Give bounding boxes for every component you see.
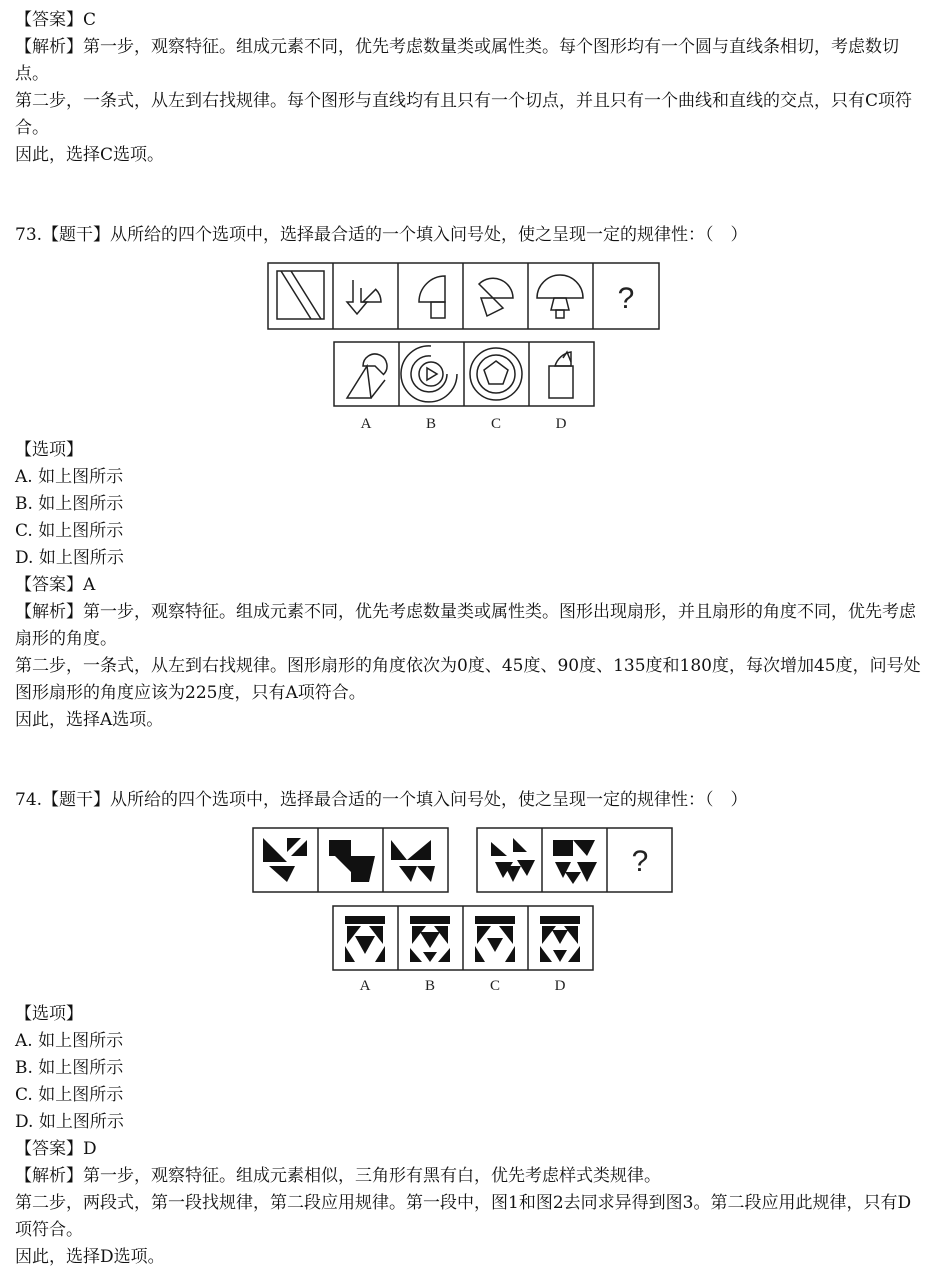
q74-figure — [251, 826, 675, 998]
q73-conclusion: 因此，选择A选项。 — [15, 710, 164, 730]
q74-answer: 【答案】D — [15, 1139, 97, 1159]
q73-fig-2 — [347, 280, 381, 314]
q74-option-d: D. 如上图所示 — [15, 1112, 124, 1132]
q74-option-b-figure — [410, 916, 450, 962]
q74-option-b: B. 如上图所示 — [15, 1058, 124, 1078]
q73-fig-4 — [479, 278, 513, 316]
q73-analysis-2: 第二步，一条式，从左到右找规律。图形扇形的角度依次为0度、45度、90度、135度和180度，每次增加45度，问号处图形扇形的角度应该为225度，只有A项符合。 — [15, 656, 921, 703]
q74-options-header: 【选项】 — [15, 1004, 83, 1024]
q74-option-d-label: D — [554, 978, 566, 994]
q73-fig-1 — [277, 271, 324, 319]
q73-option-d-figure — [549, 352, 573, 398]
q74-option-c: C. 如上图所示 — [15, 1085, 124, 1105]
q73-analysis-1: 【解析】第一步，观察特征。组成元素不同，优先考虑数量类或属性类。图形出现扇形，并且扇形的角度不同，优先考虑扇形的角度。 — [15, 602, 916, 649]
q74-fig-3 — [391, 840, 435, 882]
q73-stem: 73.【题干】从所给的四个选项中，选择最合适的一个填入问号处，使之呈现一定的规律性：（ ） — [15, 225, 748, 245]
q74-option-c-figure — [475, 916, 515, 962]
q73-question-row — [268, 263, 659, 329]
q74-option-d-figure — [540, 916, 580, 962]
q73-option-c-figure — [470, 348, 522, 400]
q73-fig-3 — [419, 276, 445, 318]
q73-option-a-figure — [347, 354, 387, 398]
q74-option-a-label: A — [359, 978, 371, 994]
prev-analysis-1: 【解析】第一步，观察特征。组成元素不同，优先考虑数量类或属性类。每个图形均有一个圆与直线条相切，考虑数切点。 — [15, 37, 899, 84]
q73-option-b: B. 如上图所示 — [15, 494, 124, 514]
q73-option-a-label: A — [360, 416, 372, 432]
q74-fig-2 — [329, 840, 375, 882]
q73-option-c-label: C — [490, 416, 502, 432]
q74-option-b-label: B — [424, 978, 436, 994]
prev-conclusion: 因此，选择C选项。 — [15, 145, 165, 165]
q74-option-c-label: C — [489, 978, 501, 994]
q73-fig-5 — [537, 275, 583, 318]
q73-option-b-figure — [401, 346, 457, 402]
q73-options-header: 【选项】 — [15, 440, 83, 460]
q73-option-b-label: B — [425, 416, 437, 432]
q74-fig-4 — [491, 838, 535, 882]
q73-option-c: C. 如上图所示 — [15, 521, 124, 541]
q74-option-a: A. 如上图所示 — [15, 1031, 124, 1051]
q73-option-d-label: D — [555, 416, 567, 432]
q74-question-row — [253, 828, 672, 892]
q74-conclusion: 因此，选择D选项。 — [15, 1247, 165, 1267]
q73-figure — [267, 262, 663, 438]
q74-analysis-2: 第二步，两段式，第一段找规律，第二段应用规律。第一段中，图1和图2去同求异得到图3。第二段应用此规律，只有D项符合。 — [15, 1193, 912, 1240]
q73-option-a: A. 如上图所示 — [15, 467, 124, 487]
q73-question-mark: ? — [617, 282, 635, 315]
q74-analysis-1: 【解析】第一步，观察特征。组成元素相似，三角形有黑有白，优先考虑样式类规律。 — [15, 1166, 661, 1186]
q73-answer: 【答案】A — [15, 575, 96, 595]
q74-stem: 74.【题干】从所给的四个选项中，选择最合适的一个填入问号处，使之呈现一定的规律性：（ ） — [15, 790, 748, 810]
prev-answer: 【答案】C — [15, 10, 97, 30]
q74-question-mark: ? — [631, 845, 649, 878]
q74-option-a-figure — [345, 916, 385, 962]
q73-option-d: D. 如上图所示 — [15, 548, 124, 568]
q73-options-row — [334, 342, 594, 406]
q74-fig-1 — [263, 838, 307, 882]
prev-analysis-2: 第二步，一条式，从左到右找规律。每个图形与直线均有且只有一个切点，并且只有一个曲线和直线的交点，只有C项符合。 — [15, 91, 913, 138]
q74-fig-5 — [553, 840, 597, 884]
